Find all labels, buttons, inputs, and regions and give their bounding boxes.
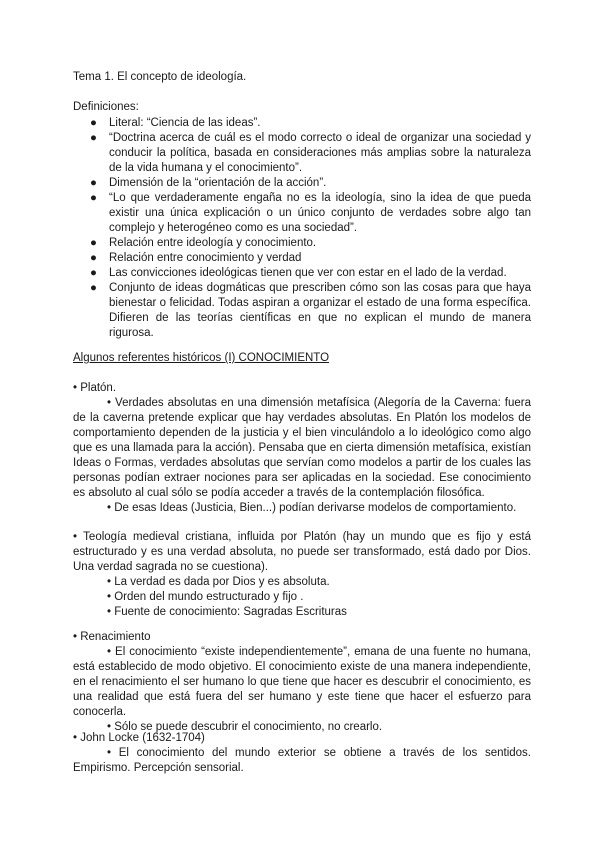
- platon-section: [73, 381, 531, 516]
- definitions-heading: Definiciones:: [73, 101, 139, 113]
- list-item: [73, 266, 531, 281]
- platon-paragraph: • Verdades absolutas en una dimensión metafísica (Alegoría de la Caverna: fuera de la caverna pretende explicar que hay verdades absolutas. En Platón los modelos de comportamiento dependen de la justicia y el bien vinculándolo a lo ideológico como algo que es una llamada para la acción). Pensaba que en cierta dimensión metafísica, existían Ideas o Formas, verdades absolutas que servían como modelos a partir de los cuales las personas podían extraer nociones para ser aplicadas en la sociedad. Ese conocimiento es absoluto al cual sólo se podía acceder a través de la contemplación filosófica.: [73, 397, 531, 499]
- bullet-icon: ●: [90, 192, 97, 204]
- platon-title: • Platón.: [73, 382, 117, 394]
- bullet-icon: ●: [90, 177, 97, 189]
- definitions-list: [73, 116, 531, 341]
- renacimiento-paragraph: • El conocimiento “existe independientemente”, emana de una fuente no humana, está establecido de modo objetivo. El conocimiento existe de una manera independiente, en el renacimiento el ser humano lo que tiene que hacer es descubrir el conocimiento, es una realidad que está fuera del ser humano y este tiene que hacer el esfuerzo para conocerla.: [73, 646, 531, 718]
- teologia-section: [73, 530, 531, 620]
- renacimiento-paragraph: • Sólo se puede descubrir el conocimiento, no crearlo.: [107, 721, 383, 733]
- bullet-icon: ●: [90, 252, 97, 264]
- renacimiento-title: • Renacimiento: [73, 631, 151, 643]
- list-item-text: Conjunto de ideas dogmáticas que prescriben cómo son las cosas para que haya bienestar o felicidad. Todas aspiran a organizar el estado de una forma específica. Difieren de las teorías científicas en que no explican el mundo de manera rigurosa.: [109, 282, 531, 339]
- bullet-icon: ●: [90, 282, 97, 294]
- locke-title: • John Locke (1632-1704): [73, 732, 205, 744]
- list-item: [73, 116, 531, 131]
- teologia-subitem: • Orden del mundo estructurado y fijo .: [107, 591, 304, 603]
- list-item-text: “Lo que verdaderamente engaña no es la ideología, sino la idea de que pueda existir una única explicación o un único conjunto de verdades sobre algo tan complejo y heterogéneo como es una sociedad”.: [109, 192, 531, 234]
- list-item-text: Dimensión de la “orientación de la acción”.: [109, 177, 327, 189]
- list-item: [73, 191, 531, 236]
- list-item: [73, 251, 531, 266]
- list-item-text: Relación entre conocimiento y verdad: [109, 252, 302, 264]
- list-item: [73, 281, 531, 341]
- platon-paragraph: • De esas Ideas (Justicia, Bien...) podían derivarse modelos de comportamiento.: [107, 502, 517, 514]
- teologia-subitem: • La verdad es dada por Dios y es absoluta.: [107, 576, 330, 588]
- locke-section: [73, 731, 531, 776]
- list-item: [73, 176, 531, 191]
- teologia-paragraph: • Teología medieval cristiana, influida por Platón (hay un mundo que es fijo y está estructurado y es una verdad absoluta, no puede ser transformado, está dado por Dios. Una verdad sagrada no se cuestiona).: [73, 531, 531, 573]
- list-item: [73, 236, 531, 251]
- document-title: Tema 1. El concepto de ideología.: [73, 71, 247, 83]
- locke-paragraph: • El conocimiento del mundo exterior se obtiene a través de los sentidos. Empirismo. Percepción sensorial.: [73, 747, 531, 774]
- list-item-text: Literal: “Ciencia de las ideas”.: [109, 117, 261, 129]
- list-item-text: Las convicciones ideológicas tienen que ver con estar en el lado de la verdad.: [109, 267, 507, 279]
- teologia-subitem: • Fuente de conocimiento: Sagradas Escrituras: [107, 606, 347, 618]
- section-heading: Algunos referentes históricos (I) CONOCIMIENTO: [73, 352, 330, 364]
- bullet-icon: ●: [90, 237, 97, 249]
- bullet-icon: ●: [90, 132, 97, 144]
- renacimiento-section: [73, 630, 531, 735]
- list-item-text: “Doctrina acerca de cuál es el modo correcto o ideal de organizar una sociedad y conducir la política, basada en consideraciones más amplias sobre la naturaleza de la vida humana y el conocimiento”.: [109, 132, 531, 174]
- list-item: [73, 131, 531, 176]
- bullet-icon: ●: [90, 117, 97, 129]
- list-item-text: Relación entre ideología y conocimiento.: [109, 237, 317, 249]
- bullet-icon: ●: [90, 267, 97, 279]
